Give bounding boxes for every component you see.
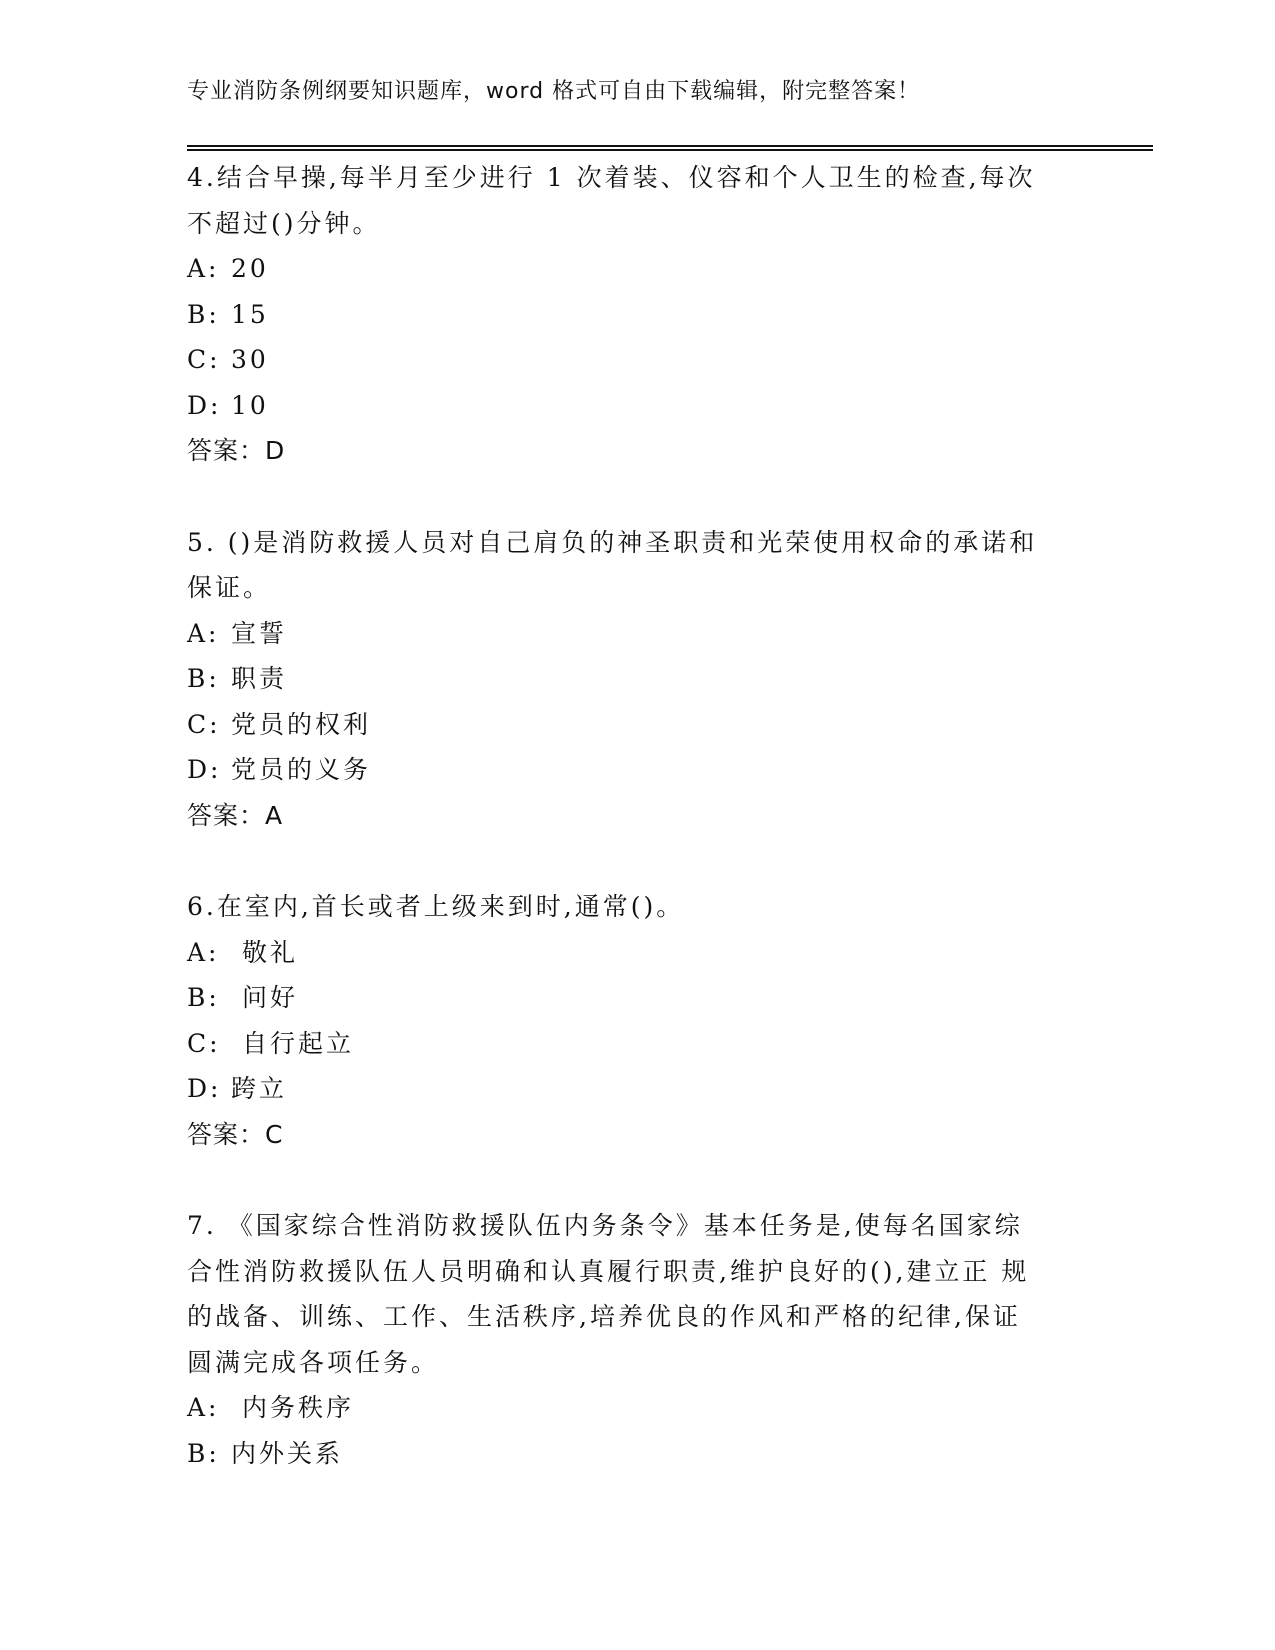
question-line: 不超过()分钟。 [187,208,381,238]
option-text: 10 [231,390,269,420]
question-stem [187,884,1087,930]
question-stem [187,155,1087,246]
option-c [187,337,1087,383]
option-d [187,1066,1087,1112]
option-text: 内务秩序 [231,1393,354,1422]
option-key: A: [187,618,220,648]
spacer [187,1157,1087,1203]
header-note: 专业消防条例纲要知识题库，word 格式可自由下载编辑，附完整答案！ [187,79,921,104]
question-stem [187,520,1087,611]
option-a [187,1385,1087,1431]
question-line: 7. 《国家综合性消防救援队伍内务条令》基本任务是,使每名国家综 [187,1211,1023,1240]
question-line: 保证。 [187,573,272,602]
option-text: 党员的权利 [231,709,372,739]
question-stem [187,1203,1087,1385]
option-text: 跨立 [231,1074,288,1103]
option-c [187,1021,1087,1067]
option-text: 敬礼 [231,937,298,967]
option-text: 职责 [231,664,288,693]
option-a [187,246,1087,292]
option-b [187,975,1087,1021]
option-text: 15 [231,299,269,329]
option-text: 20 [231,254,269,283]
option-key: A: [187,937,220,967]
question-line: 的战备、训练、工作、生活秩序,培养优良的作风和严格的纪律,保证 [187,1302,1021,1331]
option-key: B: [187,1438,220,1468]
option-text: 30 [231,345,269,374]
spacer [187,474,1087,520]
option-key: D: [187,390,222,420]
option-a [187,611,1087,657]
option-d [187,383,1087,429]
option-c [187,702,1087,748]
answer-line: 答案：A [187,800,284,830]
header-divider [187,145,1153,151]
option-key: C: [187,709,221,739]
option-key: B: [187,983,220,1012]
option-text: 宣誓 [231,618,288,648]
option-b [187,656,1087,702]
option-b [187,1431,1087,1477]
option-key: B: [187,299,220,329]
option-key: D: [187,1074,222,1103]
option-key: B: [187,664,220,693]
option-text: 内外关系 [231,1438,344,1468]
question-line: 圆满完成各项任务。 [187,1347,440,1377]
question-7 [187,1203,1087,1476]
question-list [187,155,1087,1476]
option-key: A: [187,254,220,283]
option-d [187,747,1087,793]
question-5 [187,520,1087,839]
answer-line: 答案：D [187,436,286,465]
question-line: 6.在室内,首长或者上级来到时,通常()。 [187,892,685,921]
option-b [187,292,1087,338]
question-line: 合性消防救援队伍人员明确和认真履行职责,维护良好的(),建立正 规 [187,1256,1030,1286]
option-key: C: [187,345,221,374]
answer-line: 答案：C [187,1119,284,1149]
question-line: 4.结合早操,每半月至少进行 1 次着装、仪容和个人卫生的检查,每次 [187,163,1036,192]
question-line: 5. ()是消防救援人员对自己肩负的神圣职责和光荣使用权命的承诺和 [187,527,1038,557]
option-a [187,930,1087,976]
option-key: C: [187,1028,221,1058]
option-text: 自行起立 [231,1028,354,1058]
option-text: 党员的义务 [231,755,372,784]
question-4 [187,155,1087,474]
option-text: 问好 [231,983,298,1012]
option-key: A: [187,1393,220,1422]
question-6 [187,884,1087,1157]
option-key: D: [187,755,222,784]
spacer [187,838,1087,884]
